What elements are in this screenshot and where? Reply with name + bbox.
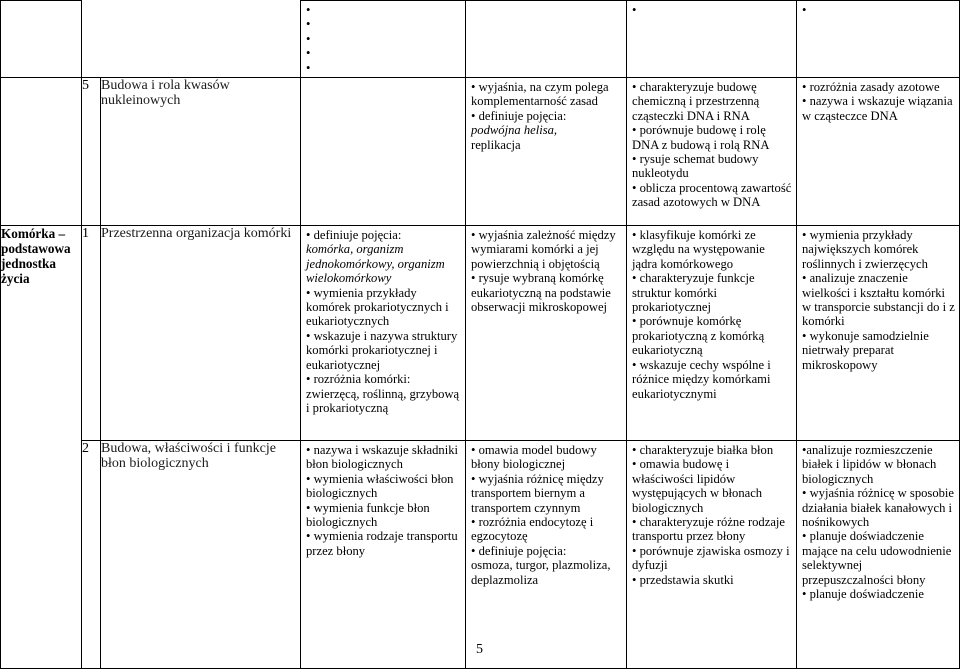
bullet-icon: • (306, 529, 314, 544)
criterion-text: charakteryzuje funkcje struktur komórki prokariotycznej (632, 271, 755, 315)
criterion-text: oblicza procentową zawartość zasad azotowych w DNA (632, 180, 792, 210)
criteria-cell-c3 (301, 441, 466, 669)
criterion-item (802, 80, 955, 94)
bullet-icon: • (632, 228, 640, 243)
bullet-icon: • (632, 3, 637, 17)
table-row (1, 78, 960, 226)
unit-title: Komórka – podstawowa jednostka życia (1, 226, 71, 287)
bullet-icon: • (306, 17, 311, 32)
criterion-item (802, 3, 955, 17)
criteria-cell-c4 (466, 78, 627, 226)
criteria-list (301, 226, 465, 417)
criterion-item (802, 94, 955, 123)
topic-title-cell (101, 78, 301, 226)
criterion-item (306, 329, 461, 372)
criterion-item (632, 271, 792, 314)
empty-cell (1, 1, 82, 78)
cell-advanced-continuation (797, 1, 960, 78)
criteria-cell-c5 (627, 226, 797, 441)
criterion-text: nazywa i wskazuje składniki błon biologicznych (306, 443, 458, 472)
criterion-item (632, 544, 792, 573)
criteria-list (627, 1, 796, 19)
criterion-text: wykonuje samodzielnie nietrwały preparat mikroskopowy (802, 328, 929, 372)
bullet-icon: • (802, 587, 810, 602)
empty-cell (466, 1, 627, 78)
empty-cell (82, 1, 301, 78)
criteria-list (627, 226, 796, 403)
topic-title: Budowa i rola kwasów nukleinowych (101, 78, 230, 109)
criteria-list (627, 78, 796, 212)
criterion-item (306, 372, 461, 415)
bullet-icon: • (802, 228, 810, 243)
table-row-continuation (1, 1, 960, 78)
bullet-icon: • (306, 443, 314, 458)
bullet-icon: • (802, 486, 810, 501)
criterion-item (632, 573, 792, 587)
bullet-icon: • (471, 80, 479, 95)
criterion-text: wymienia przykłady komórek prokariotycznych i eukariotycznych (306, 285, 449, 329)
bullet-icon: • (471, 228, 479, 243)
criterion-item (471, 544, 622, 558)
criterion-text: omawia model budowy błony biologicznej (471, 443, 597, 472)
criteria-list (466, 78, 626, 154)
criterion-item (306, 17, 461, 31)
criteria-list (797, 78, 959, 125)
cell-extended-continuation (627, 1, 797, 78)
criterion-item (306, 242, 461, 285)
criterion-text: wyjaśnia zależność między wymiarami komórki a jej powierzchnią i objętością (471, 228, 616, 271)
criterion-text: wyjaśnia różnicę w sposobie działania białek kanałowych i nośnikowych (802, 486, 955, 530)
criterion-text: definiuje pojęcia: (313, 228, 402, 243)
criteria-list (301, 1, 465, 77)
bullet-icon: • (306, 228, 314, 243)
criterion-text: wyjaśnia różnicę między transportem biernym a transportem czynnym (471, 471, 604, 515)
criteria-list (797, 226, 959, 374)
criterion-item (471, 80, 622, 109)
criterion-item (632, 228, 792, 271)
criterion-text: analizuje znaczenie wielkości i kształtu komórki w transporcie substancji do i z komórki (802, 271, 955, 329)
criterion-item (471, 515, 622, 544)
bullet-icon: • (306, 60, 311, 75)
criterion-item (632, 314, 792, 357)
bullet-icon: • (632, 515, 640, 530)
criterion-text: rysuje wybraną komórkę eukariotyczną na podstawie obserwacji mikroskopowej (471, 271, 611, 315)
criterion-text: porównuje zjawiska osmozy i dyfuzji (632, 543, 790, 573)
criteria-cell-c5 (627, 78, 797, 226)
criterion-text: planuje doświadczenie mające na celu udowodnienie selektywnej przepuszczalności błony (802, 529, 952, 587)
unit-title-cell (1, 226, 82, 669)
bullet-icon: • (802, 80, 810, 95)
bullet-icon: • (306, 372, 314, 387)
topic-title: Przestrzenna organizacja komórki (101, 226, 292, 242)
criterion-item (471, 138, 622, 152)
criterion-text: komórka, organizm jednokomórkowy, organizm wielokomórkowy (306, 242, 445, 286)
criterion-item (632, 457, 792, 515)
criterion-item (306, 529, 461, 558)
criterion-item (471, 558, 622, 587)
criterion-item (306, 61, 461, 75)
criterion-item (471, 109, 622, 123)
criterion-item (802, 329, 955, 372)
bullet-icon: • (632, 123, 640, 138)
bullet-icon: • (471, 443, 479, 458)
criterion-item (802, 228, 955, 271)
criteria-cell-c4 (466, 226, 627, 441)
bullet-icon: • (802, 529, 810, 544)
criterion-item (802, 443, 955, 486)
bullet-icon: • (632, 152, 640, 167)
bullet-icon: • (471, 543, 479, 558)
criterion-text: nazywa i wskazuje wiązania w cząsteczce DNA (802, 94, 953, 123)
topic-number: 2 (82, 441, 89, 457)
criterion-text: rozróżnia komórki: zwierzęcą, roślinną, grzybową i prokariotyczną (306, 372, 460, 415)
criterion-item (632, 443, 792, 457)
criteria-list (627, 441, 796, 589)
criteria-list (466, 441, 626, 589)
bullet-icon: • (471, 108, 479, 123)
criterion-item (306, 228, 461, 242)
criterion-text: definiuje pojęcia: (478, 543, 567, 558)
criterion-text: •analizuje rozmieszczenie białek i lipidów w błonach biologicznych (802, 443, 937, 486)
criterion-item (632, 358, 792, 401)
criterion-text: charakteryzuje różne rodzaje transportu przez błony (632, 515, 785, 544)
criterion-text: planuje doświadczenie (809, 587, 924, 602)
bullet-icon: • (471, 271, 479, 286)
criterion-item (802, 587, 955, 601)
bullet-icon: • (471, 471, 479, 486)
cell-basic-continuation (301, 1, 466, 78)
criteria-cell-c5 (627, 441, 797, 669)
criterion-text: wskazuje cechy wspólne i różnice między komórkami eukariotycznymi (632, 357, 771, 401)
criterion-item (306, 443, 461, 472)
criteria-cell-c6 (797, 441, 960, 669)
criterion-item (471, 271, 622, 314)
criterion-item (306, 501, 461, 530)
criterion-item (632, 3, 792, 17)
criterion-item (471, 123, 622, 137)
criterion-item (802, 486, 955, 529)
criterion-text: wymienia rodzaje transportu przez błony (306, 529, 458, 558)
criterion-text: porównuje budowę i rolę DNA z budową i rolą RNA (632, 123, 770, 152)
table-row (1, 226, 960, 441)
criterion-text: rysuje schemat budowy nukleotydu (632, 152, 759, 181)
criterion-item (471, 443, 622, 472)
table-row (1, 441, 960, 669)
criterion-text: wymienia właściwości błon biologicznych (306, 471, 454, 501)
criteria-list (301, 441, 465, 560)
bullet-icon: • (471, 515, 479, 530)
bullet-icon: • (802, 94, 810, 109)
bullet-icon: • (802, 271, 810, 286)
topic-number-cell (82, 441, 101, 669)
bullet-icon: • (632, 457, 640, 472)
criterion-text: klasyfikuje komórki ze względu na występowanie jądra komórkowego (632, 228, 765, 271)
bullet-icon: • (802, 3, 807, 17)
bullet-icon: • (306, 328, 314, 343)
criteria-list (797, 1, 959, 19)
bullet-icon: • (306, 471, 314, 486)
criterion-text: definiuje pojęcia: (478, 108, 567, 123)
topic-number: 5 (82, 78, 89, 94)
criterion-text: osmoza, turgor, plazmoliza, deplazmoliza (471, 558, 611, 587)
criterion-text: przedstawia skutki (639, 572, 734, 587)
criterion-text: podwójna helisa, (471, 123, 558, 138)
criterion-text: charakteryzuje budowę chemiczną i przestrzenną cząsteczki DNA i RNA (632, 80, 760, 123)
topic-number: 1 (82, 226, 89, 242)
criteria-list (797, 441, 959, 603)
criterion-text: wyjaśnia, na czym polega komplementarność zasad (471, 80, 609, 109)
criterion-item (632, 181, 792, 210)
topic-title-cell (101, 441, 301, 669)
criteria-cell-c6 (797, 78, 960, 226)
criterion-item (306, 472, 461, 501)
bullet-icon: • (306, 3, 311, 17)
criterion-item (632, 80, 792, 123)
bullet-icon: • (632, 572, 640, 587)
bullet-icon: • (802, 328, 810, 343)
criterion-item (306, 3, 461, 17)
criterion-item (802, 529, 955, 587)
topic-title: Budowa, właściwości i funkcje błon biologicznych (101, 441, 276, 472)
criteria-cell-c3 (301, 226, 466, 441)
bullet-icon: • (632, 180, 640, 195)
criterion-item (306, 32, 461, 46)
criterion-item (306, 46, 461, 60)
criterion-item (471, 228, 622, 271)
bullet-icon: • (306, 46, 311, 61)
bullet-icon: • (632, 314, 640, 329)
criterion-text: wskazuje i nazywa struktury komórki prokariotycznej i eukariotycznej (306, 328, 458, 372)
bullet-icon: • (632, 543, 640, 558)
bullet-icon: • (306, 285, 314, 300)
criterion-text: porównuje komórkę prokariotyczną z komórką eukariotyczną (632, 314, 765, 358)
criterion-item (632, 515, 792, 544)
bullet-icon: • (306, 31, 311, 46)
bullet-icon: • (632, 443, 640, 458)
bullet-icon: • (306, 500, 314, 515)
bullet-icon: • (632, 357, 640, 372)
topic-title-cell (101, 226, 301, 441)
criterion-text: omawia budowę i właściwości lipidów występujących w błonach biologicznych (632, 457, 763, 515)
topic-number-cell (82, 78, 101, 226)
criterion-text: rozróżnia endocytozę i egzocytozę (471, 515, 594, 544)
criteria-cell-c3 (301, 78, 466, 226)
criterion-text: charakteryzuje białka błon (639, 443, 774, 458)
empty-cell (1, 78, 82, 226)
criterion-text: replikacja (471, 137, 521, 152)
criterion-item (632, 123, 792, 152)
criterion-item (471, 472, 622, 515)
criterion-text: wymienia przykłady największych komórek roślinnych i zwierzęcych (802, 228, 928, 271)
topic-number-cell (82, 226, 101, 441)
page-number: 5 (476, 642, 483, 657)
bullet-icon: • (632, 80, 640, 95)
criteria-cell-c4 (466, 441, 627, 669)
criterion-item (306, 286, 461, 329)
criterion-item (802, 271, 955, 329)
criterion-item (632, 152, 792, 181)
criteria-cell-c6 (797, 226, 960, 441)
criterion-text: wymienia funkcje błon biologicznych (306, 500, 430, 530)
criteria-list (466, 226, 626, 316)
bullet-icon: • (632, 271, 640, 286)
criterion-text: rozróżnia zasady azotowe (809, 80, 940, 95)
